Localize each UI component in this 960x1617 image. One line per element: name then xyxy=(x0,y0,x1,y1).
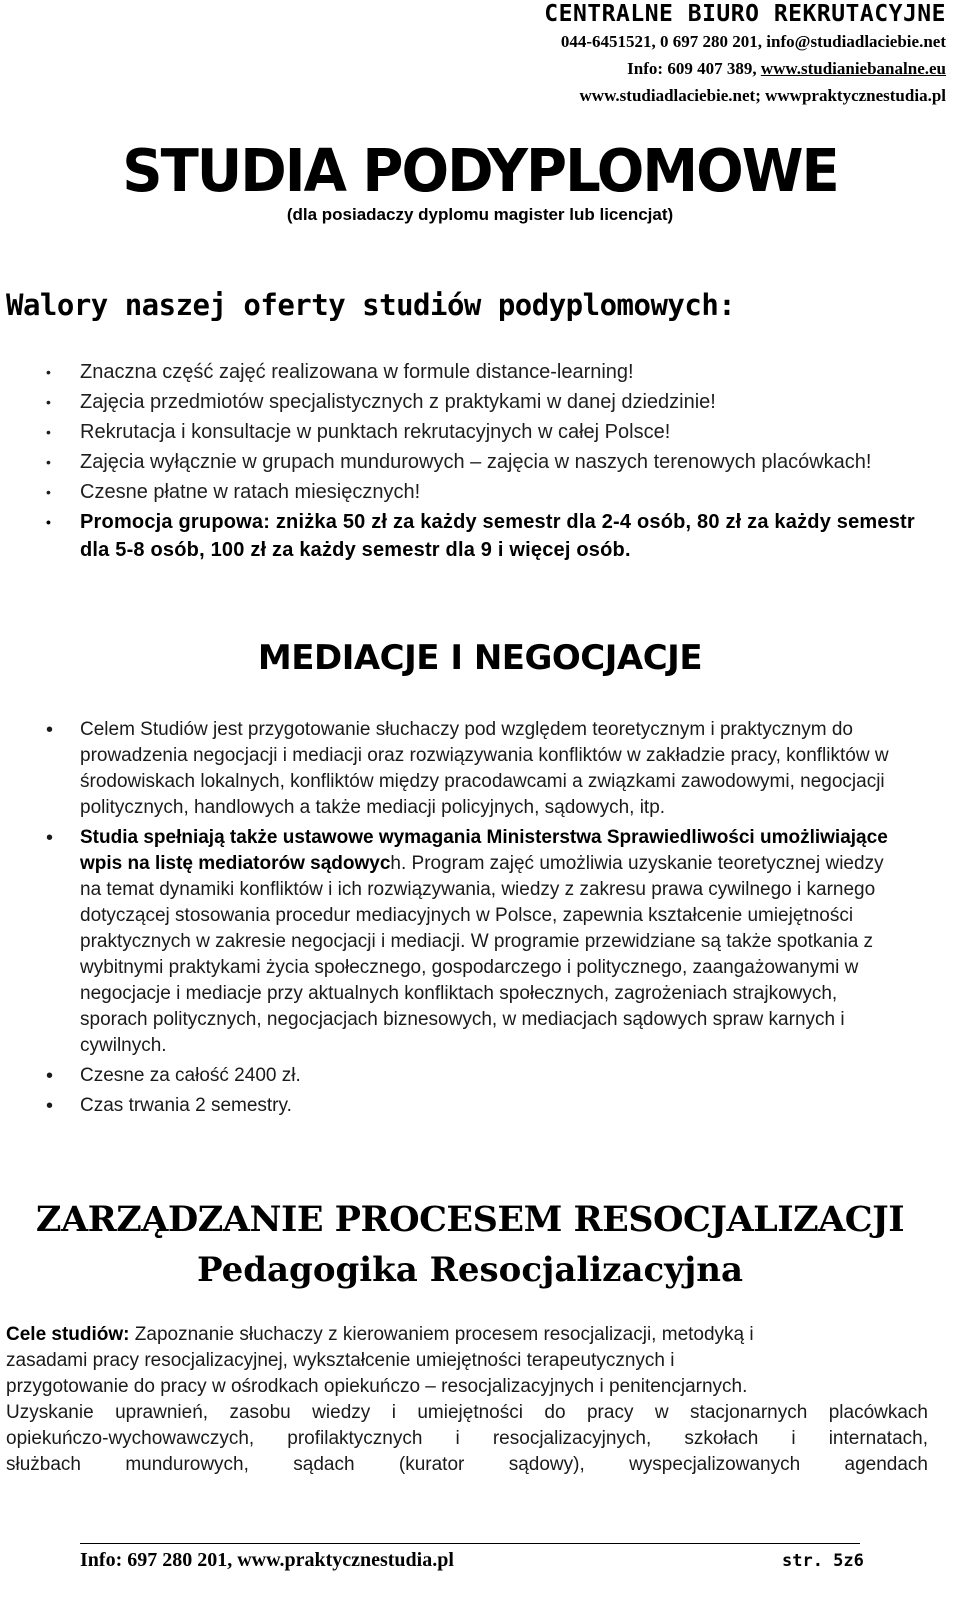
list-item xyxy=(8,1063,908,1089)
list-item xyxy=(8,508,938,564)
resocialization-subtitle: Pedagogika Resocjalizacyjna xyxy=(196,1250,744,1290)
offer-item-text: Czesne płatne w ratach miesięcznych! xyxy=(80,481,421,503)
bullet-icon: • xyxy=(46,364,51,380)
goals-line: opiekuńczo-wychowawczych, profilaktycznych i resocjalizacyjnych, szkołach i internatach, xyxy=(6,1428,928,1449)
mediation-list xyxy=(8,717,908,1123)
goals-label: Cele studiów: xyxy=(6,1324,130,1345)
studianiebanalne-link[interactable]: www.studianiebanalne.eu xyxy=(760,59,946,78)
offer-heading: Walory naszej oferty studiów podyplomowych: xyxy=(6,288,736,322)
bullet-icon: • xyxy=(46,1065,54,1087)
list-item xyxy=(8,478,938,506)
goals-line xyxy=(6,1322,928,1348)
goals-line: przygotowanie do pracy w ośrodkach opiekuńczo – resocjalizacyjnych i penitencjarnych. xyxy=(6,1376,748,1397)
bullet-icon: • xyxy=(46,1095,54,1117)
list-item xyxy=(8,358,938,386)
bullet-icon: • xyxy=(46,514,52,530)
study-goals-paragraph xyxy=(6,1322,928,1478)
program-description-text: h. Program zajęć umożliwia uzyskanie teoretycznej wiedzy na temat dynamiki konfliktów i ich rozwiązywania, wiedzy z zakresu prawa cywilnego i karnego dotyczącej stosowania procedur mediacyjnych w Polsce, zapewnia kształcenie umiejętności praktycznych w zakresie negocjacji i mediacji. W programie przewidziane są także spotkania z wybitnymi praktykami życia społecznego, gospodarczego i politycznego, zaangażowanymi w negocjacje i mediacje przy aktualnych konfliktach społecznych, zagrożeniach strajkowych, sporach politycznych, negocjacjach biznesowych, w mediacjach sądowych spraw karnych i cywilnych. xyxy=(80,853,884,1056)
bullet-icon: • xyxy=(46,424,51,440)
footer-divider xyxy=(80,1543,860,1544)
offer-list xyxy=(8,358,938,566)
goals-line: Uzyskanie uprawnień, zasobu wiedzy i umiejętności do pracy w stacjonarnych placówkach xyxy=(6,1402,928,1423)
mediation-goal-text: Celem Studiów jest przygotowanie słuchaczy pod względem teoretycznym i praktycznym do prowadzenia negocjacji i mediacji oraz rozwiązywania konfliktów w zakładzie pracy, konfliktów w środowiskach lokalnych, konfliktów między pracodawcami a związkami zawodowymi, negocjacji politycznych, handlowych a także mediacji policyjnych, sądowych, itp. xyxy=(80,719,889,818)
page-title: STUDIA PODYPLOMOWE xyxy=(122,137,838,206)
offer-item-text: Rekrutacja i konsultacje w punktach rekrutacyjnych w całej Polsce! xyxy=(80,421,671,443)
list-item xyxy=(8,717,908,821)
goals-line: służbach mundurowych, sądach (kurator sądowy), wyspecjalizowanych agendach xyxy=(6,1454,928,1475)
bullet-icon: • xyxy=(46,719,54,741)
offer-item-text: Zajęcia przedmiotów specjalistycznych z praktykami w danej dziedzinie! xyxy=(80,391,716,413)
footer-info: Info: 697 280 201, www.praktycznestudia.pl xyxy=(80,1549,454,1571)
list-item xyxy=(8,1093,908,1119)
list-item xyxy=(8,825,908,1059)
tuition-fee-text: Czesne za całość 2400 zł. xyxy=(80,1065,301,1086)
promotion-text: Promocja grupowa: zniżka 50 zł za każdy semestr dla 2-4 osób, 80 zł za każdy semestr dla 5-8 osób, 100 zł za każdy semestr dla 9 i więcej osób. xyxy=(80,511,915,561)
bullet-icon: • xyxy=(46,484,51,500)
list-item xyxy=(8,448,938,476)
bullet-icon: • xyxy=(46,827,54,849)
page-number: str. 5z6 xyxy=(782,1551,864,1571)
list-item xyxy=(8,388,938,416)
list-item xyxy=(8,418,938,446)
goals-text: Zapoznanie słuchaczy z kierowaniem procesem resocjalizacji, metodyką i xyxy=(129,1324,754,1345)
duration-text: Czas trwania 2 semestry. xyxy=(80,1095,292,1116)
office-name: CENTRALNE BIURO REKRUTACYJNE xyxy=(544,1,946,27)
info-line xyxy=(544,55,946,82)
bullet-icon: • xyxy=(46,454,51,470)
bullet-icon: • xyxy=(46,394,51,410)
websites-link-line[interactable]: www.studiadlaciebie.net; wwwpraktycznestudia.pl xyxy=(579,86,946,105)
info-phone: Info: 609 407 389, xyxy=(627,59,761,78)
page-subtitle: (dla posiadaczy dyplomu magister lub licencjat) xyxy=(286,205,674,224)
ministry-requirements-text: Studia spełniają także ustawowe wymagania Ministerstwa Sprawiedliwości umożliwiające wpis na listę mediatorów sądowyc xyxy=(80,827,888,874)
mediation-heading: MEDIACJE I NEGOCJACJE xyxy=(257,638,703,678)
contact-line: 044-6451521, 0 697 280 201, info@studiadlaciebie.net xyxy=(560,32,946,51)
resocialization-title: ZARZĄDZANIE PROCESEM RESOCJALIZACJI xyxy=(35,1199,905,1240)
offer-item-text: Znaczna część zajęć realizowana w formule distance-learning! xyxy=(80,361,634,383)
recruitment-office-header xyxy=(544,0,946,109)
offer-item-text: Zajęcia wyłącznie w grupach mundurowych – zajęcia w naszych terenowych placówkach! xyxy=(80,451,872,473)
goals-line: zasadami pracy resocjalizacyjnej, wykształcenie umiejętności terapeutycznych i xyxy=(6,1350,675,1371)
